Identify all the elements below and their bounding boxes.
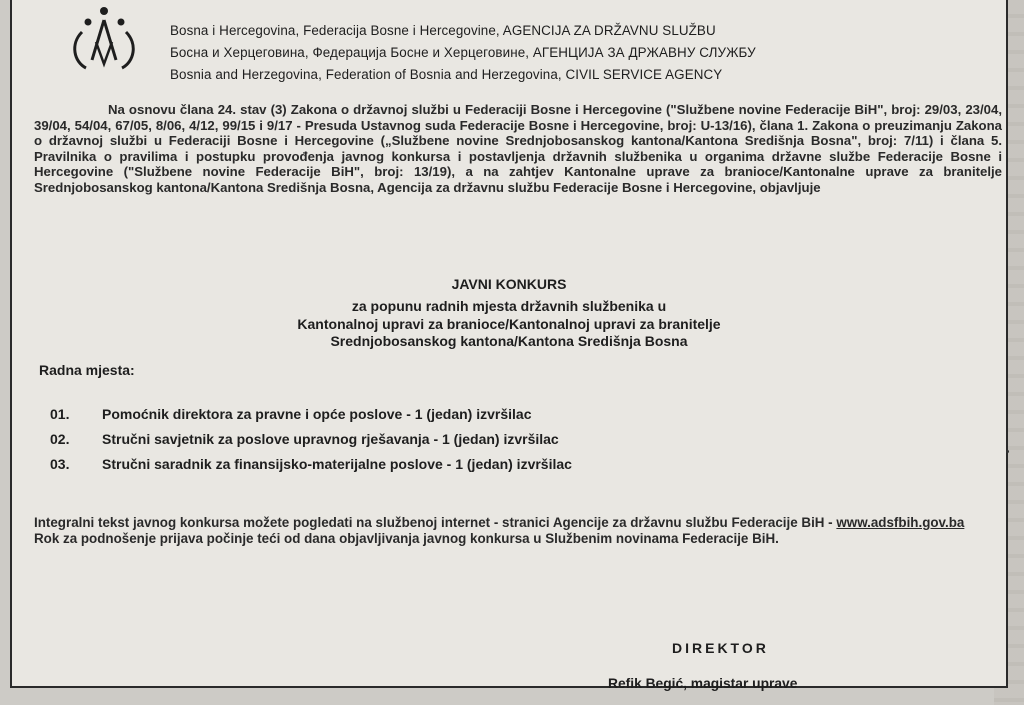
positions-label: Radna mjesta: xyxy=(39,362,135,378)
intro-paragraph: Na osnovu člana 24. stav (3) Zakona o državnoj službi u Federaciji Bosne i Hercegovine ("Službene novine Federacije BiH", broj: 29/03, 23/04, 39/04, 54/04, 67/05, 8/06, 4/12, 99/15 i 9/17 - Presuda Ustavnog suda Federacije Bosne i Hercegovine, broj: U-13/16), člana 1. Zakona o preuzimanju Zakona o državnoj službi u Federaciji Bosne i Hercegovine („Službene novine Srednjobosanskog kantona/Kantona Središnja Bosna", broj: 7/11) i člana 5. Pravilnika o pravilima i postupku provođenja javnog konkursa i postavljenja državnih službenika u organima državne službe Federacije Bosne i Hercegovine ("Službene novine Federacije BiH", broj: 13/19), a na zahtjev Kantonalne uprave za branioce/Kantonalne uprave za branitelje Srednjobosanskog kantona/Kantona Središnja Bosna, Agencija za državnu službu Federacije Bosne i Hercegovine, objavljuje xyxy=(34,102,1002,195)
signature-name: Refik Begić, magistar uprave xyxy=(608,676,798,691)
footer-paragraph-2: Rok za podnošenje prijava počinje teći od dana objavljivanja javnog konkursa u Službenim novinama Federacije BiH. xyxy=(34,530,779,546)
footer-paragraph-1 xyxy=(34,515,1004,531)
footer-text xyxy=(34,515,1004,546)
public-notice xyxy=(10,0,1008,691)
agency-header xyxy=(170,20,1010,86)
position-number: 01. xyxy=(50,406,70,422)
list-item xyxy=(50,402,950,427)
position-list xyxy=(50,402,950,477)
signature-role: DIREKTOR xyxy=(672,640,769,656)
subtitle-line-1: za popunu radnih mjesta državnih službenika u xyxy=(351,298,667,314)
position-number: 03. xyxy=(50,456,70,472)
header-line-english: Bosnia and Herzegovina, Federation of Bosnia and Herzegovina, CIVIL SERVICE AGENCY xyxy=(170,67,723,82)
subtitle-line-3: Srednjobosanskog kantona/Kantona Središnja Bosna xyxy=(330,333,688,349)
print-speck xyxy=(1006,450,1009,453)
subtitle-line-2: Kantonalnoj upravi za branioce/Kantonalnoj upravi za branitelje xyxy=(297,315,721,332)
position-title: Pomoćnik direktora za pravne i opće poslove - 1 (jedan) izvršilac xyxy=(102,406,532,422)
notice-subtitle xyxy=(12,298,1006,351)
list-item xyxy=(50,452,950,477)
agency-website-link[interactable]: www.adsfbih.gov.ba xyxy=(836,515,965,530)
header-line-bosnian: Bosna i Hercegovina, Federacija Bosne i Hercegovine, AGENCIJA ZA DRŽAVNU SLUŽBU xyxy=(170,23,716,38)
agency-logo-icon xyxy=(64,2,150,74)
footer-text-1: Integralni tekst javnog konkursa možete pogledati na službenoj internet - stranici Agencije za državnu službu Federacije BiH - xyxy=(34,515,833,530)
position-number: 02. xyxy=(50,431,70,447)
position-title: Stručni savjetnik za poslove upravnog rješavanja - 1 (jedan) izvršilac xyxy=(102,431,559,447)
list-item xyxy=(50,427,950,452)
position-title: Stručni saradnik za finansijsko-materijalne poslove - 1 (jedan) izvršilac xyxy=(102,456,572,472)
notice-title: JAVNI KONKURS xyxy=(451,276,567,292)
header-line-serbian: Босна и Херцеговина, Федерација Босне и Херцеговине, АГЕНЦИЈА ЗА ДРЖАВНУ СЛУЖБУ xyxy=(170,45,756,60)
